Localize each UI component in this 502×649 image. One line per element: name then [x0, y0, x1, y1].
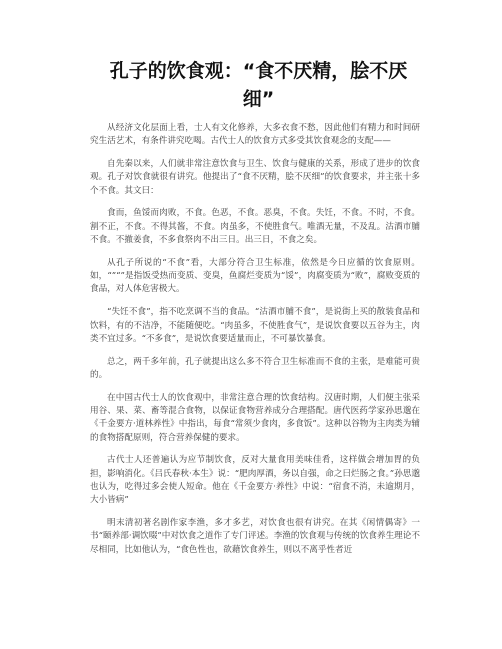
paragraph-9: 明末清初著名剧作家李渔，多才多艺，对饮食也很有讲究。在其《闲情偶寄》一书“颐养部·调饮啜”中对饮食之道作了专门评述。李渔的饮食观与传统的饮食养生理论不尽相同，比如他认为，“食色性也，欲藉饮食养生，则以不离乎性者近 — [90, 518, 420, 555]
paragraph-8: 古代士人还普遍认为应节制饮食，反对大量食用美味佳肴，这样做会增加胃的负担，影响消化。《吕氏春秋·本生》说：“肥肉厚酒，务以自强，命之曰烂肠之食。”孙思邈也认为，吃得过多会使人短命。他在《千金要方·养性》中说：“宿食不消，未逾期月，大小皆病” — [90, 455, 420, 506]
paragraph-7: 在中国古代士人的饮食观中，非常注意合理的饮食结构。汉唐时期，人们便主张采用谷、果、菜、畜等混合食物，以保证食物营养成分合理搭配。唐代医药学家孙思邈在《千金要方·道林养性》中指出，每食“常须少食肉，多食饭”。这种以谷物为主肉类为辅的食物搭配原则，符合营养保健的要求。 — [90, 392, 420, 443]
paragraph-1: 从经济文化层面上看，士人有文化修养，大多衣食不愁，因此他们有精力和时间研究生活艺术，有条件讲究吃喝。古代士人的饮食方式多受其饮食观念的支配—— — [90, 123, 420, 147]
document-body — [90, 122, 420, 566]
paragraph-2: 自先秦以来，人们就非常注意饮食与卫生、饮食与健康的关系，形成了进步的饮食观。孔子对饮食就很有讲究。他提出了“食不厌精，脍不厌细”的饮食要求，并主张十多个不食。其文曰： — [90, 159, 420, 196]
paragraph-5: “失饪不食”，指不吃烹调不当的食品。“沽酒市脯不食”，是说街上买的散装食品和饮料，有的不洁净，不能随便吃。“肉虽多，不使胜食气”，是说饮食要以五谷为主，肉类不宜过多。“不多食”，是说饮食要适量而止，不可暴饮暴食。 — [90, 307, 420, 344]
document-title: 孔子的饮食观：“食不厌精，脍不厌细” — [109, 60, 408, 110]
paragraph-4: 从孔子所说的“不食”看，大部分符合卫生标准，依然是今日应循的饮食原则。如，“”“”是指饭受热而变质、变臭，鱼腐烂变质为“馁”，肉腐变质为“败”，腐败变质的食品，对人体危害极大。 — [90, 257, 420, 295]
paragraph-6: 总之，两千多年前，孔子就提出这么多不符合卫生标准而不食的主张，是难能可贵的。 — [90, 356, 420, 380]
paragraph-3: 食而，鱼馁而肉败，不食。色恶，不食。恶臭，不食。失饪，不食。不时，不食。割不正，不食。不得其酱，不食。肉虽多，不使胜食气。唯酒无量，不及乱。沽酒市脯不食。不撤姜食，不多食祭肉不出三日。出三日，不食之矣。 — [90, 208, 420, 246]
